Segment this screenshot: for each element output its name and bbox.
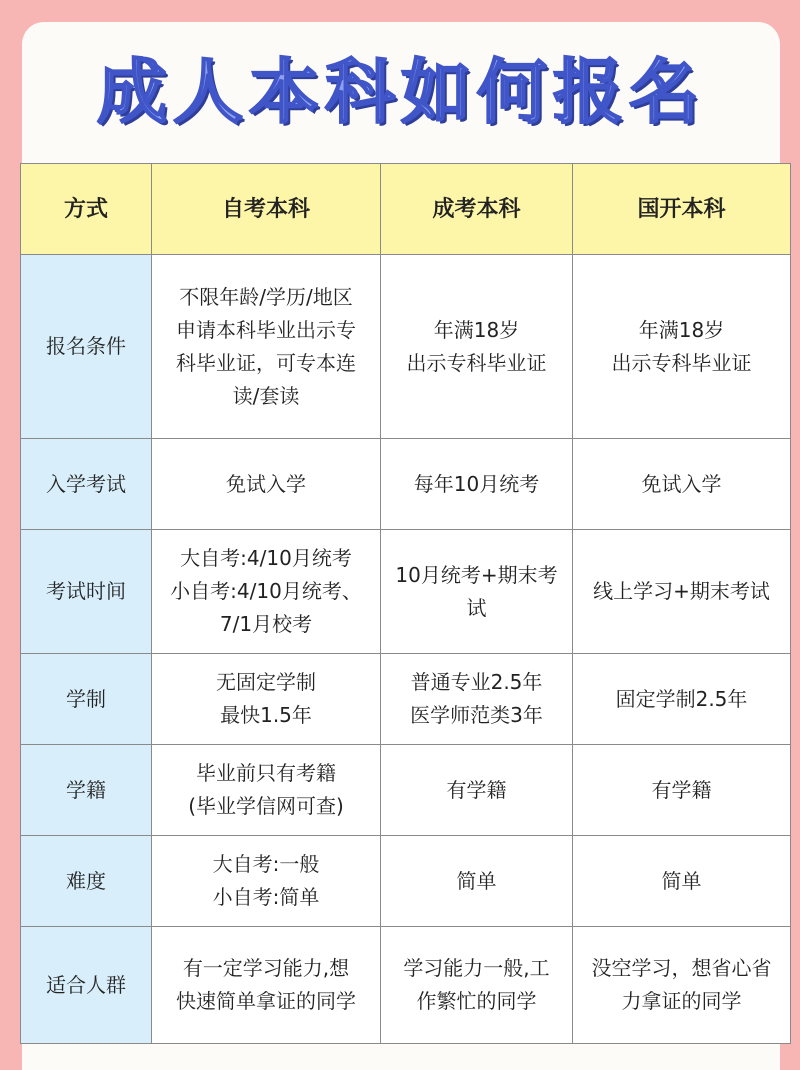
row-study-duration bbox=[21, 654, 791, 745]
row-exam-time bbox=[21, 530, 791, 654]
row-label: 学籍 bbox=[21, 745, 152, 836]
header-open-university: 国开本科 bbox=[573, 164, 791, 255]
table-cell bbox=[152, 654, 381, 745]
cell-text-line: 有学籍 bbox=[446, 777, 507, 802]
cell-text-line: 小自考:4/10月统考、 bbox=[170, 579, 362, 603]
cell-text-line: 读/套读 bbox=[232, 383, 300, 408]
table-cell bbox=[573, 927, 791, 1044]
cell-text-line: 7/1月校考 bbox=[219, 612, 313, 636]
header-adult-exam: 成考本科 bbox=[381, 164, 573, 255]
cell-text-line: (毕业学信网可查) bbox=[188, 794, 344, 818]
cell-text-line: 年满18岁 bbox=[433, 317, 520, 342]
table-cell bbox=[381, 654, 573, 745]
cell-text-line: 固定学制2.5年 bbox=[615, 686, 748, 711]
cell-text-line: 小自考:简单 bbox=[212, 885, 320, 909]
row-label: 考试时间 bbox=[21, 530, 152, 654]
header-self-study: 自考本科 bbox=[152, 164, 381, 255]
cell-text-line: 力拿证的同学 bbox=[621, 989, 742, 1013]
cell-text-line: 简单 bbox=[661, 868, 702, 893]
cell-text-line: 年满18岁 bbox=[638, 317, 725, 342]
row-entrance-exam bbox=[21, 439, 791, 530]
table-cell bbox=[152, 745, 381, 836]
row-label: 适合人群 bbox=[21, 927, 152, 1044]
cell-text-line: 出示专科毕业证 bbox=[611, 350, 752, 375]
comparison-table bbox=[20, 163, 791, 1044]
cell-text-line: 普通专业2.5年 bbox=[410, 670, 543, 694]
cell-text-line: 有一定学习能力,想 bbox=[182, 956, 350, 980]
table-cell bbox=[381, 255, 573, 439]
table-cell bbox=[573, 745, 791, 836]
cell-text-line: 快速简单拿证的同学 bbox=[176, 989, 356, 1013]
row-registration-conditions bbox=[21, 255, 791, 439]
row-label: 学制 bbox=[21, 654, 152, 745]
cell-text-line: 无固定学制 bbox=[216, 670, 316, 694]
table-cell bbox=[573, 439, 791, 530]
cell-text-line: 免试入学 bbox=[641, 471, 722, 496]
row-student-status bbox=[21, 745, 791, 836]
cell-text-line: 大自考:4/10月统考 bbox=[180, 546, 352, 570]
cell-text-line: 学习能力一般,工 bbox=[403, 956, 550, 980]
cell-text-line: 10月统考+期末考 bbox=[395, 562, 558, 587]
cell-text-line: 线上学习+期末考试 bbox=[593, 579, 770, 603]
row-label: 报名条件 bbox=[21, 255, 152, 439]
table-cell bbox=[152, 439, 381, 530]
row-label: 入学考试 bbox=[21, 439, 152, 530]
table-cell bbox=[381, 530, 573, 654]
cell-text-line: 试 bbox=[466, 595, 487, 620]
table-cell bbox=[381, 836, 573, 927]
cell-text-line: 最快1.5年 bbox=[220, 703, 312, 727]
row-label: 难度 bbox=[21, 836, 152, 927]
cell-text-line: 医学师范类3年 bbox=[410, 703, 543, 727]
cell-text-line: 出示专科毕业证 bbox=[406, 350, 547, 375]
cell-text-line: 科毕业证，可专本连 bbox=[176, 350, 356, 375]
table-cell bbox=[381, 927, 573, 1044]
header-method: 方式 bbox=[21, 164, 152, 255]
table-cell bbox=[152, 530, 381, 654]
table-cell bbox=[381, 439, 573, 530]
cell-text-line: 大自考:一般 bbox=[212, 852, 320, 876]
table-cell bbox=[573, 836, 791, 927]
header-row bbox=[21, 164, 791, 255]
cell-text-line: 有学籍 bbox=[651, 777, 712, 802]
cell-text-line: 简单 bbox=[456, 868, 497, 893]
cell-text-line: 申请本科毕业出示专 bbox=[176, 317, 356, 342]
table-cell bbox=[573, 255, 791, 439]
table-cell bbox=[152, 255, 381, 439]
cell-text-line: 每年10月统考 bbox=[413, 471, 540, 496]
cell-text-line: 毕业前只有考籍 bbox=[196, 761, 336, 785]
cell-text-line: 免试入学 bbox=[226, 471, 306, 496]
table-cell bbox=[381, 745, 573, 836]
table-cell bbox=[573, 654, 791, 745]
cell-text-line: 作繁忙的同学 bbox=[416, 989, 537, 1013]
row-suitable-for bbox=[21, 927, 791, 1044]
table-cell bbox=[573, 530, 791, 654]
cell-text-line: 没空学习，想省心省 bbox=[591, 956, 772, 980]
cell-text-line: 不限年龄/学历/地区 bbox=[179, 284, 353, 309]
table-cell bbox=[152, 927, 381, 1044]
page-title: 成人本科如何报名 bbox=[97, 51, 705, 133]
row-difficulty bbox=[21, 836, 791, 927]
table-cell bbox=[152, 836, 381, 927]
